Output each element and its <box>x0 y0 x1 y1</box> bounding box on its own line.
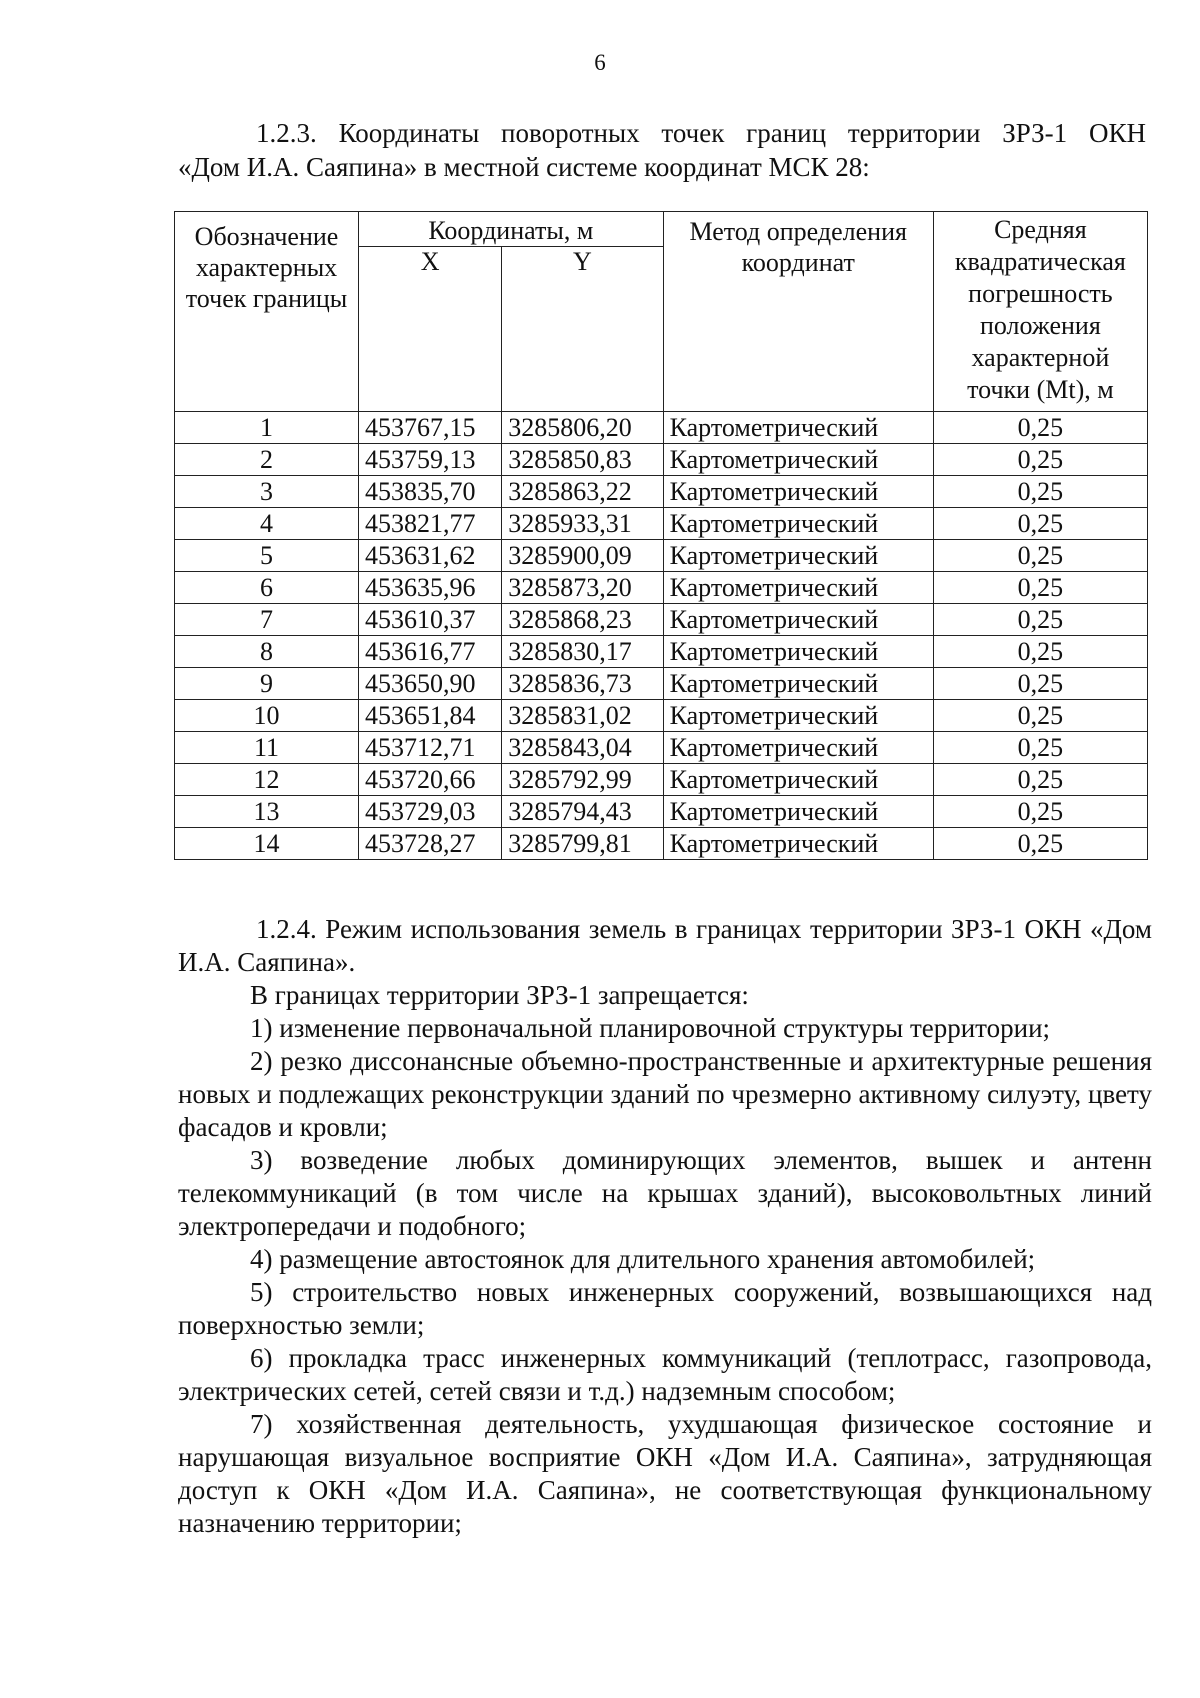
prohibition-item: 4) размещение автостоянок для длительного хранения автомобилей; <box>250 1244 1036 1274</box>
prohibitions-intro: В границах территории ЗРЗ-1 запрещается: <box>250 980 749 1010</box>
coord-y: 3285868,23 <box>502 604 663 636</box>
point-number: 14 <box>175 828 359 860</box>
section-heading-line-2: «Дом И.А. Саяпина» в местной системе координат МСК 28: <box>178 152 870 182</box>
coord-x: 453821,77 <box>359 508 502 540</box>
table-row <box>175 412 1148 444</box>
method: Картометрический <box>663 668 933 700</box>
page-number: 6 <box>594 50 606 75</box>
point-number: 8 <box>175 636 359 668</box>
error: 0,25 <box>933 732 1147 764</box>
table-row <box>175 540 1148 572</box>
prohibition-item: 1) изменение первоначальной планировочной структуры территории; <box>250 1013 1051 1043</box>
prohibition-item: 6) прокладка трасс инженерных коммуникаций (теплотрасс, газопровода, электрических сетей, сетей связи и т.д.) надземным способом; <box>178 1343 1152 1406</box>
table-row <box>175 444 1148 476</box>
coord-x: 453729,03 <box>359 796 502 828</box>
error: 0,25 <box>933 444 1147 476</box>
error: 0,25 <box>933 412 1147 444</box>
table-row <box>175 508 1148 540</box>
error: 0,25 <box>933 700 1147 732</box>
method: Картометрический <box>663 572 933 604</box>
table-row <box>175 636 1148 668</box>
point-number: 4 <box>175 508 359 540</box>
prohibition-item: 7) хозяйственная деятельность, ухудшающая физическое состояние и нарушающая визуальное восприятие ОКН «Дом И.А. Саяпина», затрудняющая доступ к ОКН «Дом И.А. Саяпина», не соответствующая функциональному назначению территории; <box>178 1409 1152 1538</box>
section-heading-1-2-4: 1.2.4. Режим использования земель в границах территории ЗРЗ-1 ОКН «Дом И.А. Саяпина». <box>178 914 1152 977</box>
method: Картометрический <box>663 508 933 540</box>
coord-y: 3285830,17 <box>502 636 663 668</box>
coord-x: 453651,84 <box>359 700 502 732</box>
prohibition-item: 2) резко диссонансные объемно-пространственные и архитектурные решения новых и подлежащих реконструкции зданий по чрезмерно активному силуэту, цвету фасадов и кровли; <box>178 1046 1152 1142</box>
coord-x: 453759,13 <box>359 444 502 476</box>
method: Картометрический <box>663 796 933 828</box>
coord-y: 3285836,73 <box>502 668 663 700</box>
section-heading-line-1: 1.2.3. Координаты поворотных точек границ территории ЗРЗ-1 ОКН <box>256 118 1146 148</box>
table-row <box>175 700 1148 732</box>
table-row <box>175 604 1148 636</box>
table-row <box>175 572 1148 604</box>
error: 0,25 <box>933 828 1147 860</box>
method: Картометрический <box>663 828 933 860</box>
method: Картометрический <box>663 732 933 764</box>
method: Картометрический <box>663 412 933 444</box>
coord-y: 3285799,81 <box>502 828 663 860</box>
coord-y: 3285843,04 <box>502 732 663 764</box>
coord-y: 3285933,31 <box>502 508 663 540</box>
point-number: 12 <box>175 764 359 796</box>
method: Картометрический <box>663 604 933 636</box>
coord-x: 453767,15 <box>359 412 502 444</box>
coord-y: 3285900,09 <box>502 540 663 572</box>
coord-y: 3285792,99 <box>502 764 663 796</box>
coord-y: 3285831,02 <box>502 700 663 732</box>
error: 0,25 <box>933 796 1147 828</box>
point-number: 5 <box>175 540 359 572</box>
point-number: 6 <box>175 572 359 604</box>
point-number: 13 <box>175 796 359 828</box>
error: 0,25 <box>933 604 1147 636</box>
method: Картометрический <box>663 476 933 508</box>
coord-x: 453720,66 <box>359 764 502 796</box>
table-row <box>175 764 1148 796</box>
error: 0,25 <box>933 636 1147 668</box>
coord-y: 3285806,20 <box>502 412 663 444</box>
error: 0,25 <box>933 508 1147 540</box>
coord-x: 453835,70 <box>359 476 502 508</box>
coord-x: 453650,90 <box>359 668 502 700</box>
coord-y: 3285863,22 <box>502 476 663 508</box>
prohibition-item: 3) возведение любых доминирующих элементов, вышек и антенн телекоммуникаций (в том числе на крышах зданий), высоковольтных линий электропередачи и подобного; <box>178 1145 1152 1241</box>
section-1-2-4 <box>178 913 1152 1540</box>
coord-x: 453616,77 <box>359 636 502 668</box>
point-number: 7 <box>175 604 359 636</box>
coordinates-table <box>174 211 1148 860</box>
section-heading-1-2-3 <box>178 116 1146 184</box>
coord-x: 453610,37 <box>359 604 502 636</box>
table-row <box>175 796 1148 828</box>
coord-x: 453728,27 <box>359 828 502 860</box>
method: Картометрический <box>663 700 933 732</box>
coord-y: 3285850,83 <box>502 444 663 476</box>
method: Картометрический <box>663 444 933 476</box>
header-coordinates: Координаты, м <box>359 212 664 247</box>
header-error: Средняя квадратическая погрешность положения характерной точки (Mt), м <box>933 212 1147 412</box>
error: 0,25 <box>933 764 1147 796</box>
table-row <box>175 476 1148 508</box>
coord-x: 453635,96 <box>359 572 502 604</box>
header-method: Метод определения координат <box>663 212 933 412</box>
point-number: 9 <box>175 668 359 700</box>
table-row <box>175 732 1148 764</box>
table-row <box>175 668 1148 700</box>
error: 0,25 <box>933 668 1147 700</box>
coord-y: 3285794,43 <box>502 796 663 828</box>
point-number: 3 <box>175 476 359 508</box>
coord-x: 453631,62 <box>359 540 502 572</box>
error: 0,25 <box>933 540 1147 572</box>
point-number: 2 <box>175 444 359 476</box>
table-row <box>175 828 1148 860</box>
coord-y: 3285873,20 <box>502 572 663 604</box>
prohibition-item: 5) строительство новых инженерных сооружений, возвышающихся над поверхностью земли; <box>178 1277 1152 1340</box>
method: Картометрический <box>663 764 933 796</box>
error: 0,25 <box>933 572 1147 604</box>
header-designation: Обозначение характерных точек границы <box>175 212 359 412</box>
header-x: X <box>359 247 502 412</box>
method: Картометрический <box>663 540 933 572</box>
header-y: Y <box>502 247 663 412</box>
point-number: 11 <box>175 732 359 764</box>
method: Картометрический <box>663 636 933 668</box>
point-number: 1 <box>175 412 359 444</box>
error: 0,25 <box>933 476 1147 508</box>
point-number: 10 <box>175 700 359 732</box>
coord-x: 453712,71 <box>359 732 502 764</box>
